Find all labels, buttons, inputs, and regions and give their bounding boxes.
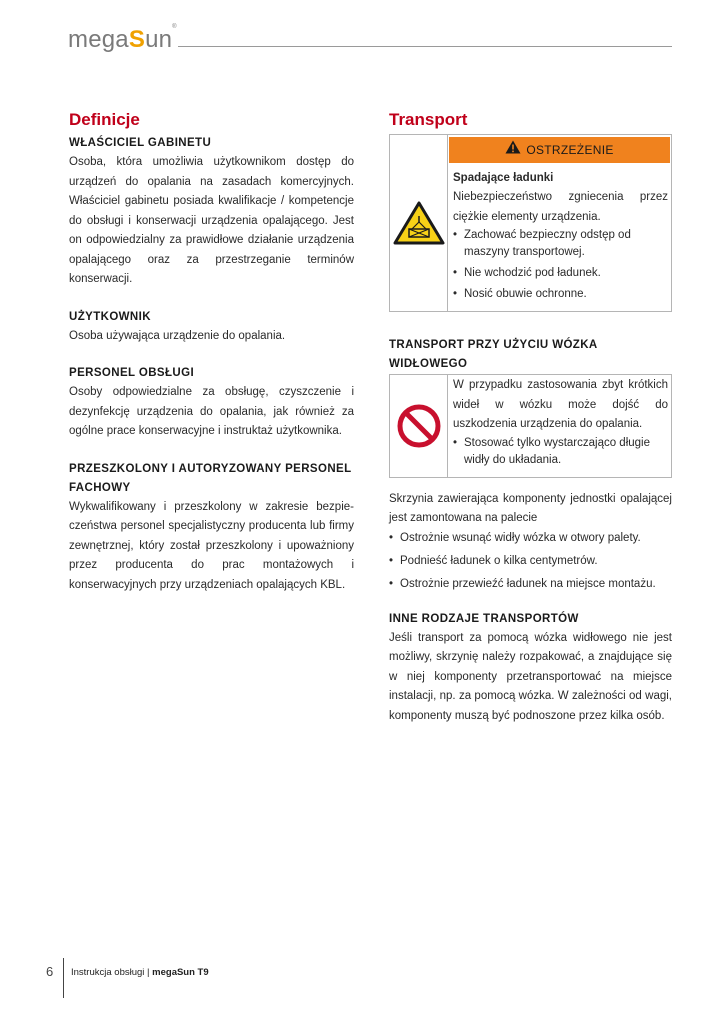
other-transport-heading: INNE RODZAJE TRANSPORTÓW [389,612,579,625]
list-item: • Stosować tylko wystarczająco długie widły do układania. [453,435,668,469]
warning-title: Spadające ładunki [453,172,554,184]
operating-staff-text: Osoby odpowiedzialne za obsługę, czyszczenie i dezynfekcję urządzenia do opalania, jak również za ogólne prace konserwacyjne i instruktaż użytkownika. [69,386,354,437]
page-number: 6 [46,964,54,979]
brand-logo: megaSun® [68,24,177,53]
footer-divider [63,958,64,998]
warning-banner [449,137,670,163]
hanging-load-icon [390,135,448,311]
warning-box [389,134,672,312]
other-transport-text: Jeśli transport za pomocą wózka widłowego nie jest możliwy, skrzynię należy rozpakować, a znajdujące się w niej komponenty przetransportować na miejsce instalacji, np. za pomocą wózka. W zależności od wagi, komponenty muszą być podnoszone przez kilka osób. [389,631,672,722]
owner-heading: WŁAŚCICIEL GABINETU [69,137,212,149]
list-item: • Ostrożnie wsunąć widły wózka w otwory palety. [389,529,672,548]
definitions-column [69,108,354,595]
header-divider [178,46,672,47]
qualified-staff-text: Wykwalifikowany i przeszkolony w zakresie bezpieczeństwa personel specjalistyczny producenta lub firmy zewnętrznej, który został przeszkolony i upoważniony przez producenta do prac montażowych i konserwacyjnych przy urządzeniach opalających KBL. [69,500,354,591]
list-item: • Nie wchodzić pod ładunek. [453,265,668,282]
list-item: • Podnieść ładunek o kilka centymetrów. [389,552,672,571]
owner-text: Osoba, która umożliwia użytkownikom dostęp do urządzeń do opalania na zasadach komercyjnych. Właściciel gabinetu posiada kwalifikacje / kompetencje do obsługi i konserwacji urządzenia opalającego. Jest on odpowiedzialny za prawidłowe działanie urządzenia opalającego oraz za przestrzeganie terminów konserwacji. [69,156,354,285]
user-text: Osoba używająca urządzenie do opalania. [69,329,286,342]
operating-staff-heading: PERSONEL OBSŁUGI [69,367,195,379]
prohibition-icon [390,375,448,477]
forklift-steps [389,529,672,594]
warning-text: Niebezpieczeństwo zgniecenia przez ciężkie elementy urządzenia. [453,191,668,223]
list-item: • Nosić obuwie ochronne. [453,286,668,303]
footer-label: Instrukcja obsługi | megaSun T9 [71,967,209,978]
user-heading: UŻYTKOWNIK [69,310,151,323]
list-item: • Ostrożnie przewieźć ładunek na miejsce montażu. [389,575,672,594]
prohibition-box [389,374,672,478]
warning-label: OSTRZEŻENIE [526,143,614,157]
definitions-title: Definicje [69,110,140,129]
transport-column [389,108,672,726]
qualified-staff-heading: PRZESZKOLONY I AUTORYZOWANY PERSONEL FACHOWY [69,462,352,494]
list-item: • Zachować bezpieczny odstęp od maszyny transportowej. [453,227,668,261]
warning-triangle-icon [505,138,521,162]
transport-title: Transport [389,110,468,129]
warning-bullets [453,227,668,303]
prohibition-text: W przypadku zastosowania zbyt krótkich wideł w wózku może dojść do uszkodzenia urządzenia do opalania. [453,379,668,430]
forklift-text: Skrzynia zawierająca komponenty jednostki opalającej jest zamontowana na palecie [389,492,672,524]
forklift-heading: TRANSPORT PRZY UŻYCIU WÓZKA WIDŁOWEGO [389,339,598,370]
